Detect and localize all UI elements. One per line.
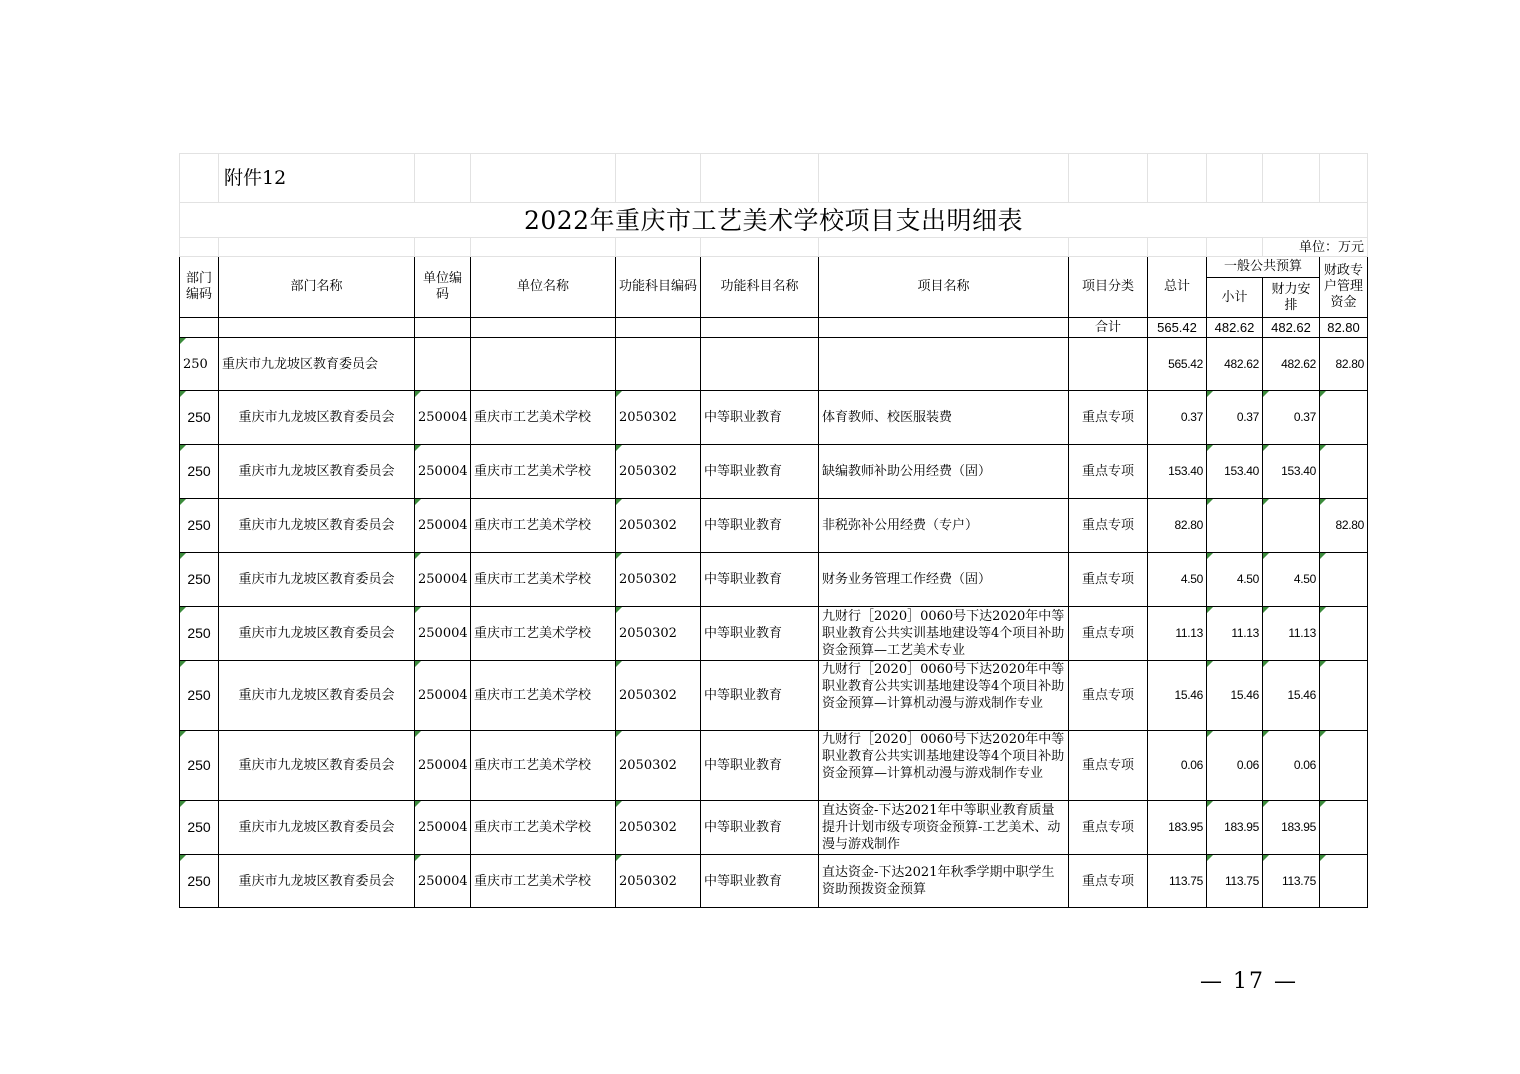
row-dept-code: 250	[180, 391, 219, 445]
page-number: — 17 —	[1200, 969, 1298, 994]
row-total: 0.06	[1148, 731, 1207, 801]
row-func-name: 中等职业教育	[701, 553, 819, 607]
row-project-type: 重点专项	[1069, 607, 1148, 661]
row-total: 0.37	[1148, 391, 1207, 445]
table-row	[180, 607, 1368, 661]
dept-row-total: 565.42	[1148, 338, 1207, 391]
row-total: 11.13	[1148, 607, 1207, 661]
page-title: 2022年重庆市工艺美术学校项目支出明细表	[180, 203, 1368, 238]
row-func-code: 2050302	[616, 445, 701, 499]
row-fiscal	[1263, 499, 1320, 553]
row-func-code: 2050302	[616, 855, 701, 908]
row-fiscal: 0.37	[1263, 391, 1320, 445]
row-unit-name: 重庆市工艺美术学校	[471, 553, 616, 607]
row-dept-name: 重庆市九龙坡区教育委员会	[219, 855, 415, 908]
row-func-name: 中等职业教育	[701, 731, 819, 801]
row-fiscal: 113.75	[1263, 855, 1320, 908]
table-row	[180, 661, 1368, 731]
row-unit-name: 重庆市工艺美术学校	[471, 445, 616, 499]
attachment-label: 附件12	[219, 154, 415, 203]
row-subtotal: 153.40	[1207, 445, 1263, 499]
row-unit-name: 重庆市工艺美术学校	[471, 801, 616, 855]
row-unit-code: 250004	[415, 553, 471, 607]
row-dept-name: 重庆市九龙坡区教育委员会	[219, 607, 415, 661]
row-project-name: 九财行［2020］0060号下达2020年中等职业教育公共实训基地建设等4个项目补助资金预算—工艺美术专业	[819, 607, 1069, 661]
row-dept-code: 250	[180, 445, 219, 499]
row-subtotal: 4.50	[1207, 553, 1263, 607]
row-project-name: 财务业务管理工作经费（固）	[819, 553, 1069, 607]
row-func-name: 中等职业教育	[701, 801, 819, 855]
row-project-name: 缺编教师补助公用经费（固）	[819, 445, 1069, 499]
dept-row-code: 250	[180, 338, 219, 391]
row-project-name: 直达资金-下达2021年中等职业教育质量提升计划市级专项资金预算-工艺美术、动漫与游戏制作	[819, 801, 1069, 855]
header-total: 总计	[1148, 257, 1207, 318]
row-unit-name: 重庆市工艺美术学校	[471, 855, 616, 908]
row-unit-code: 250004	[415, 801, 471, 855]
row-func-code: 2050302	[616, 731, 701, 801]
row-dept-code: 250	[180, 553, 219, 607]
table-row	[180, 391, 1368, 445]
row-unit-name: 重庆市工艺美术学校	[471, 391, 616, 445]
row-subtotal	[1207, 499, 1263, 553]
row-dept-name: 重庆市九龙坡区教育委员会	[219, 391, 415, 445]
row-special	[1320, 855, 1368, 908]
row-special	[1320, 607, 1368, 661]
unit-row	[180, 238, 1368, 257]
header-dept-code: 部门编码	[180, 257, 219, 318]
dept-row	[180, 338, 1368, 391]
row-project-name: 九财行［2020］0060号下达2020年中等职业教育公共实训基地建设等4个项目补助资金预算—计算机动漫与游戏制作专业	[819, 661, 1069, 731]
header-dept-name: 部门名称	[219, 257, 415, 318]
row-project-type: 重点专项	[1069, 553, 1148, 607]
row-dept-code: 250	[180, 607, 219, 661]
row-special	[1320, 553, 1368, 607]
header-func-name: 功能科目名称	[701, 257, 819, 318]
row-project-name: 体育教师、校医服装费	[819, 391, 1069, 445]
row-dept-name: 重庆市九龙坡区教育委员会	[219, 801, 415, 855]
sum-row	[180, 318, 1368, 338]
row-total: 82.80	[1148, 499, 1207, 553]
row-func-name: 中等职业教育	[701, 607, 819, 661]
row-dept-code: 250	[180, 731, 219, 801]
row-project-type: 重点专项	[1069, 801, 1148, 855]
row-unit-code: 250004	[415, 499, 471, 553]
header-unit-code: 单位编码	[415, 257, 471, 318]
row-total: 4.50	[1148, 553, 1207, 607]
row-func-name: 中等职业教育	[701, 445, 819, 499]
row-project-type: 重点专项	[1069, 499, 1148, 553]
row-project-type: 重点专项	[1069, 445, 1148, 499]
attachment-row	[180, 154, 1368, 203]
table-row	[180, 553, 1368, 607]
dept-row-special: 82.80	[1320, 338, 1368, 391]
row-func-name: 中等职业教育	[701, 661, 819, 731]
header-general-budget: 一般公共预算	[1207, 257, 1320, 278]
row-func-name: 中等职业教育	[701, 499, 819, 553]
row-dept-code: 250	[180, 801, 219, 855]
row-unit-name: 重庆市工艺美术学校	[471, 731, 616, 801]
budget-sheet	[179, 153, 1367, 908]
header-row-1	[180, 257, 1368, 278]
row-func-code: 2050302	[616, 499, 701, 553]
table-row	[180, 731, 1368, 801]
project-expense-table	[179, 153, 1368, 908]
row-dept-name: 重庆市九龙坡区教育委员会	[219, 499, 415, 553]
row-unit-code: 250004	[415, 607, 471, 661]
row-subtotal: 183.95	[1207, 801, 1263, 855]
row-subtotal: 15.46	[1207, 661, 1263, 731]
row-total: 113.75	[1148, 855, 1207, 908]
table-row	[180, 801, 1368, 855]
row-special	[1320, 731, 1368, 801]
row-dept-name: 重庆市九龙坡区教育委员会	[219, 445, 415, 499]
sum-special: 82.80	[1320, 318, 1368, 338]
row-fiscal: 153.40	[1263, 445, 1320, 499]
row-func-code: 2050302	[616, 801, 701, 855]
row-func-code: 2050302	[616, 661, 701, 731]
header-special-fund: 财政专户管理资金	[1320, 257, 1368, 318]
header-project-type: 项目分类	[1069, 257, 1148, 318]
row-subtotal: 0.06	[1207, 731, 1263, 801]
row-subtotal: 0.37	[1207, 391, 1263, 445]
row-unit-name: 重庆市工艺美术学校	[471, 661, 616, 731]
row-func-code: 2050302	[616, 607, 701, 661]
row-project-type: 重点专项	[1069, 855, 1148, 908]
row-dept-name: 重庆市九龙坡区教育委员会	[219, 661, 415, 731]
row-project-type: 重点专项	[1069, 391, 1148, 445]
header-fiscal: 财力安排	[1263, 278, 1320, 318]
row-project-name: 直达资金-下达2021年秋季学期中职学生资助预拨资金预算	[819, 855, 1069, 908]
row-dept-name: 重庆市九龙坡区教育委员会	[219, 731, 415, 801]
table-row	[180, 445, 1368, 499]
row-unit-code: 250004	[415, 445, 471, 499]
header-unit-name: 单位名称	[471, 257, 616, 318]
unit-label: 单位：万元	[1263, 238, 1368, 257]
row-func-name: 中等职业教育	[701, 855, 819, 908]
row-special	[1320, 661, 1368, 731]
header-project-name: 项目名称	[819, 257, 1069, 318]
row-fiscal: 0.06	[1263, 731, 1320, 801]
row-dept-code: 250	[180, 661, 219, 731]
row-dept-code: 250	[180, 855, 219, 908]
row-total: 15.46	[1148, 661, 1207, 731]
row-fiscal: 11.13	[1263, 607, 1320, 661]
row-subtotal: 11.13	[1207, 607, 1263, 661]
row-fiscal: 15.46	[1263, 661, 1320, 731]
row-total: 183.95	[1148, 801, 1207, 855]
sum-label: 合计	[1069, 318, 1148, 338]
row-dept-code: 250	[180, 499, 219, 553]
row-fiscal: 183.95	[1263, 801, 1320, 855]
row-unit-code: 250004	[415, 391, 471, 445]
sum-subtotal: 482.62	[1207, 318, 1263, 338]
sum-total: 565.42	[1148, 318, 1207, 338]
row-project-name: 非税弥补公用经费（专户）	[819, 499, 1069, 553]
title-row	[180, 203, 1368, 238]
row-special	[1320, 445, 1368, 499]
row-fiscal: 4.50	[1263, 553, 1320, 607]
row-unit-name: 重庆市工艺美术学校	[471, 499, 616, 553]
dept-row-name: 重庆市九龙坡区教育委员会	[219, 338, 415, 391]
row-project-name: 九财行［2020］0060号下达2020年中等职业教育公共实训基地建设等4个项目补助资金预算—计算机动漫与游戏制作专业	[819, 731, 1069, 801]
row-project-type: 重点专项	[1069, 731, 1148, 801]
row-project-type: 重点专项	[1069, 661, 1148, 731]
row-special: 82.80	[1320, 499, 1368, 553]
row-special	[1320, 801, 1368, 855]
row-special	[1320, 391, 1368, 445]
row-dept-name: 重庆市九龙坡区教育委员会	[219, 553, 415, 607]
header-func-code: 功能科目编码	[616, 257, 701, 318]
row-unit-name: 重庆市工艺美术学校	[471, 607, 616, 661]
row-func-code: 2050302	[616, 553, 701, 607]
row-unit-code: 250004	[415, 731, 471, 801]
header-subtotal: 小计	[1207, 278, 1263, 318]
dept-row-subtotal: 482.62	[1207, 338, 1263, 391]
row-func-name: 中等职业教育	[701, 391, 819, 445]
row-unit-code: 250004	[415, 855, 471, 908]
table-row	[180, 499, 1368, 553]
row-subtotal: 113.75	[1207, 855, 1263, 908]
row-func-code: 2050302	[616, 391, 701, 445]
dept-row-fiscal: 482.62	[1263, 338, 1320, 391]
sum-fiscal: 482.62	[1263, 318, 1320, 338]
row-unit-code: 250004	[415, 661, 471, 731]
row-total: 153.40	[1148, 445, 1207, 499]
table-row	[180, 855, 1368, 908]
